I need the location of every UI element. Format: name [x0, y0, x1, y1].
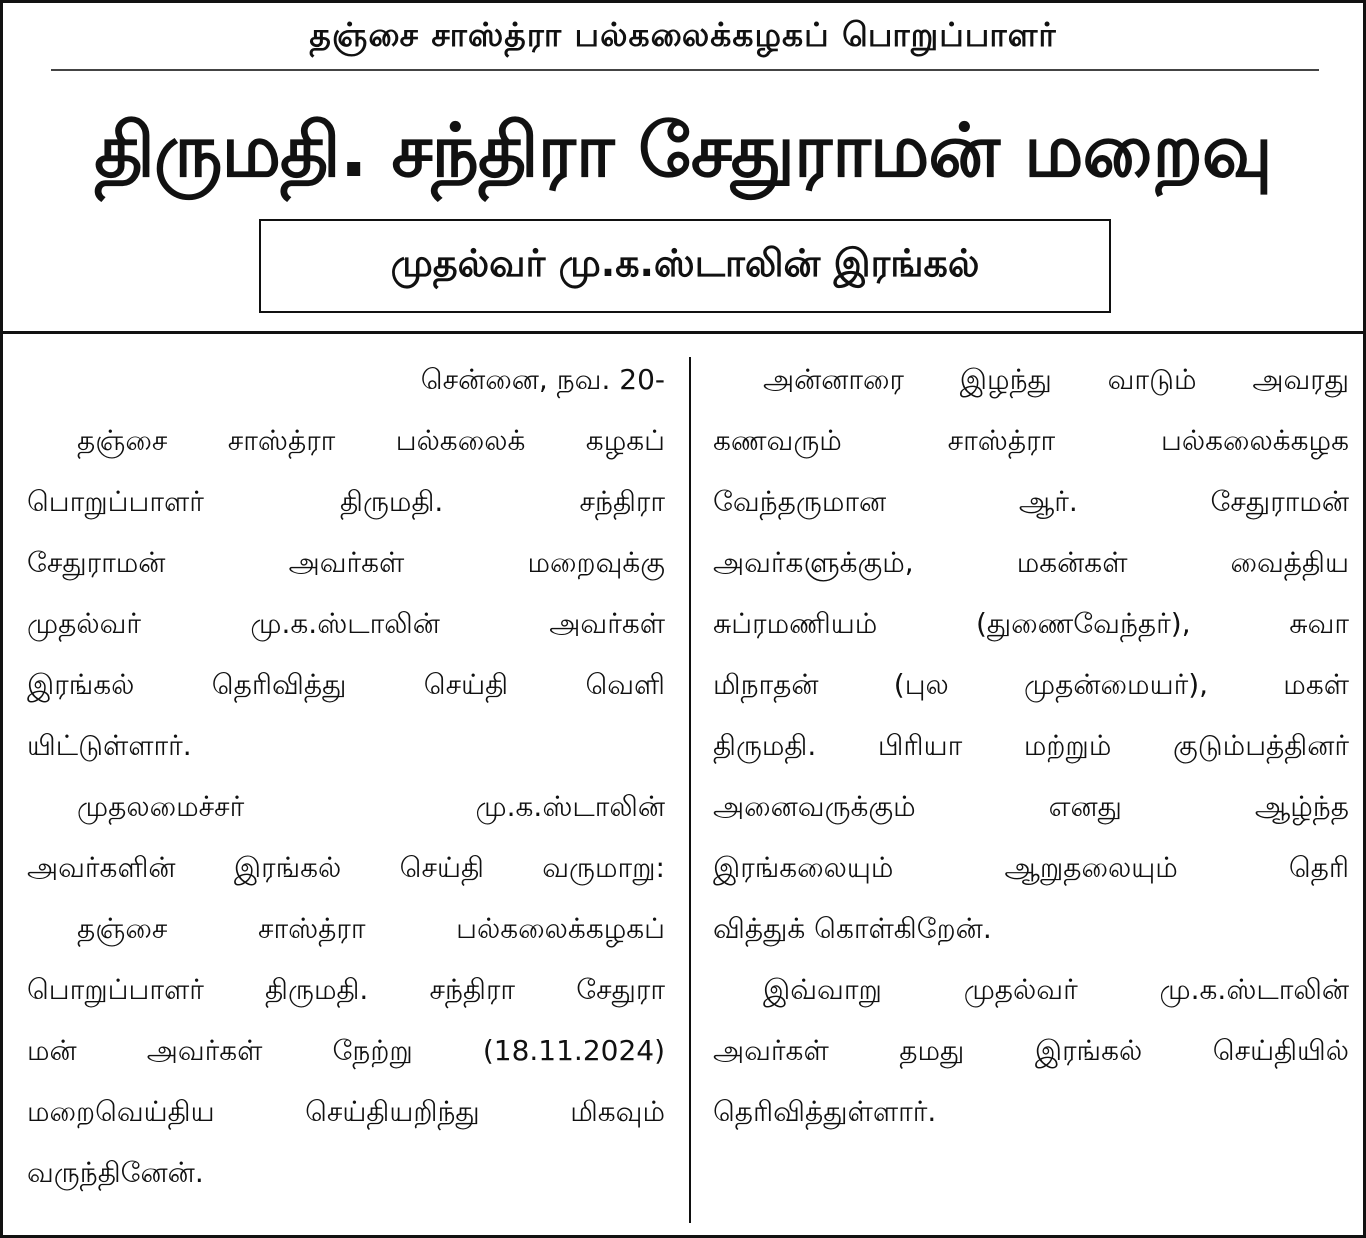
subhead-box — [259, 219, 1111, 313]
body-line: வேந்தருமான ஆர். சேதுராமன் — [713, 485, 1349, 518]
kicker-underline — [51, 69, 1319, 71]
clipping-header — [3, 3, 1363, 334]
body-line: மறைவெய்திய செய்தியறிந்து மிகவும் — [27, 1095, 665, 1128]
column-divider — [689, 357, 691, 1223]
dateline: சென்னை, நவ. 20- — [420, 363, 665, 396]
body-line: தெரிவித்துள்ளார். — [713, 1095, 937, 1128]
body-line: அனைவருக்கும் எனது ஆழ்ந்த — [713, 790, 1349, 823]
body-line: யிட்டுள்ளார். — [27, 729, 192, 762]
body-line: கணவரும் சாஸ்த்ரா பல்கலைக்கழக — [713, 424, 1349, 457]
body-line: தஞ்சை சாஸ்த்ரா பல்கலைக்கழகப் — [77, 912, 665, 945]
body-line: இரங்கலையும் ஆறுதலையும் தெரி — [713, 851, 1349, 884]
body-line: அவர்களுக்கும், மகன்கள் வைத்திய — [713, 546, 1349, 579]
body-line: முதலமைச்சர் மு.க.ஸ்டாலின் — [77, 790, 665, 823]
body-line: திருமதி. பிரியா மற்றும் குடும்பத்தினர் — [713, 729, 1349, 762]
body-line: இவ்வாறு முதல்வர் மு.க.ஸ்டாலின் — [763, 973, 1349, 1006]
body-line: சுப்ரமணியம் (துணைவேந்தர்), சுவா — [713, 607, 1349, 640]
body-line: அவர்கள் தமது இரங்கல் செய்தியில் — [713, 1034, 1349, 1067]
body-line: மிநாதன் (புல முதன்மையர்), மகள் — [713, 668, 1349, 701]
left-column — [27, 349, 665, 1203]
body-line: பொறுப்பாளர் திருமதி. சந்திரா சேதுரா — [27, 973, 665, 1006]
headline: திருமதி. சந்திரா சேதுராமன் மறைவு — [94, 108, 1272, 194]
body-line: வருந்தினேன். — [27, 1156, 204, 1189]
body-line: வித்துக் கொள்கிறேன். — [713, 912, 992, 945]
right-column — [713, 349, 1349, 1142]
body-line: இரங்கல் தெரிவித்து செய்தி வெளி — [27, 668, 665, 701]
body-line: அன்னாரை இழந்து வாடும் அவரது — [763, 363, 1349, 396]
body-line: மன் அவர்கள் நேற்று (18.11.2024) — [27, 1034, 665, 1067]
body-line: தஞ்சை சாஸ்த்ரா பல்கலைக் கழகப் — [77, 424, 665, 457]
body-line: சேதுராமன் அவர்கள் மறைவுக்கு — [27, 546, 665, 579]
body-line: பொறுப்பாளர் திருமதி. சந்திரா — [27, 485, 665, 518]
kicker-text: தஞ்சை சாஸ்த்ரா பல்கலைக்கழகப் பொறுப்பாளர் — [309, 15, 1057, 54]
body-line: அவர்களின் இரங்கல் செய்தி வருமாறு: — [27, 851, 665, 884]
body-line: முதல்வர் மு.க.ஸ்டாலின் அவர்கள் — [27, 607, 665, 640]
subhead-text: முதல்வர் மு.க.ஸ்டாலின் இரங்கல் — [390, 241, 980, 285]
